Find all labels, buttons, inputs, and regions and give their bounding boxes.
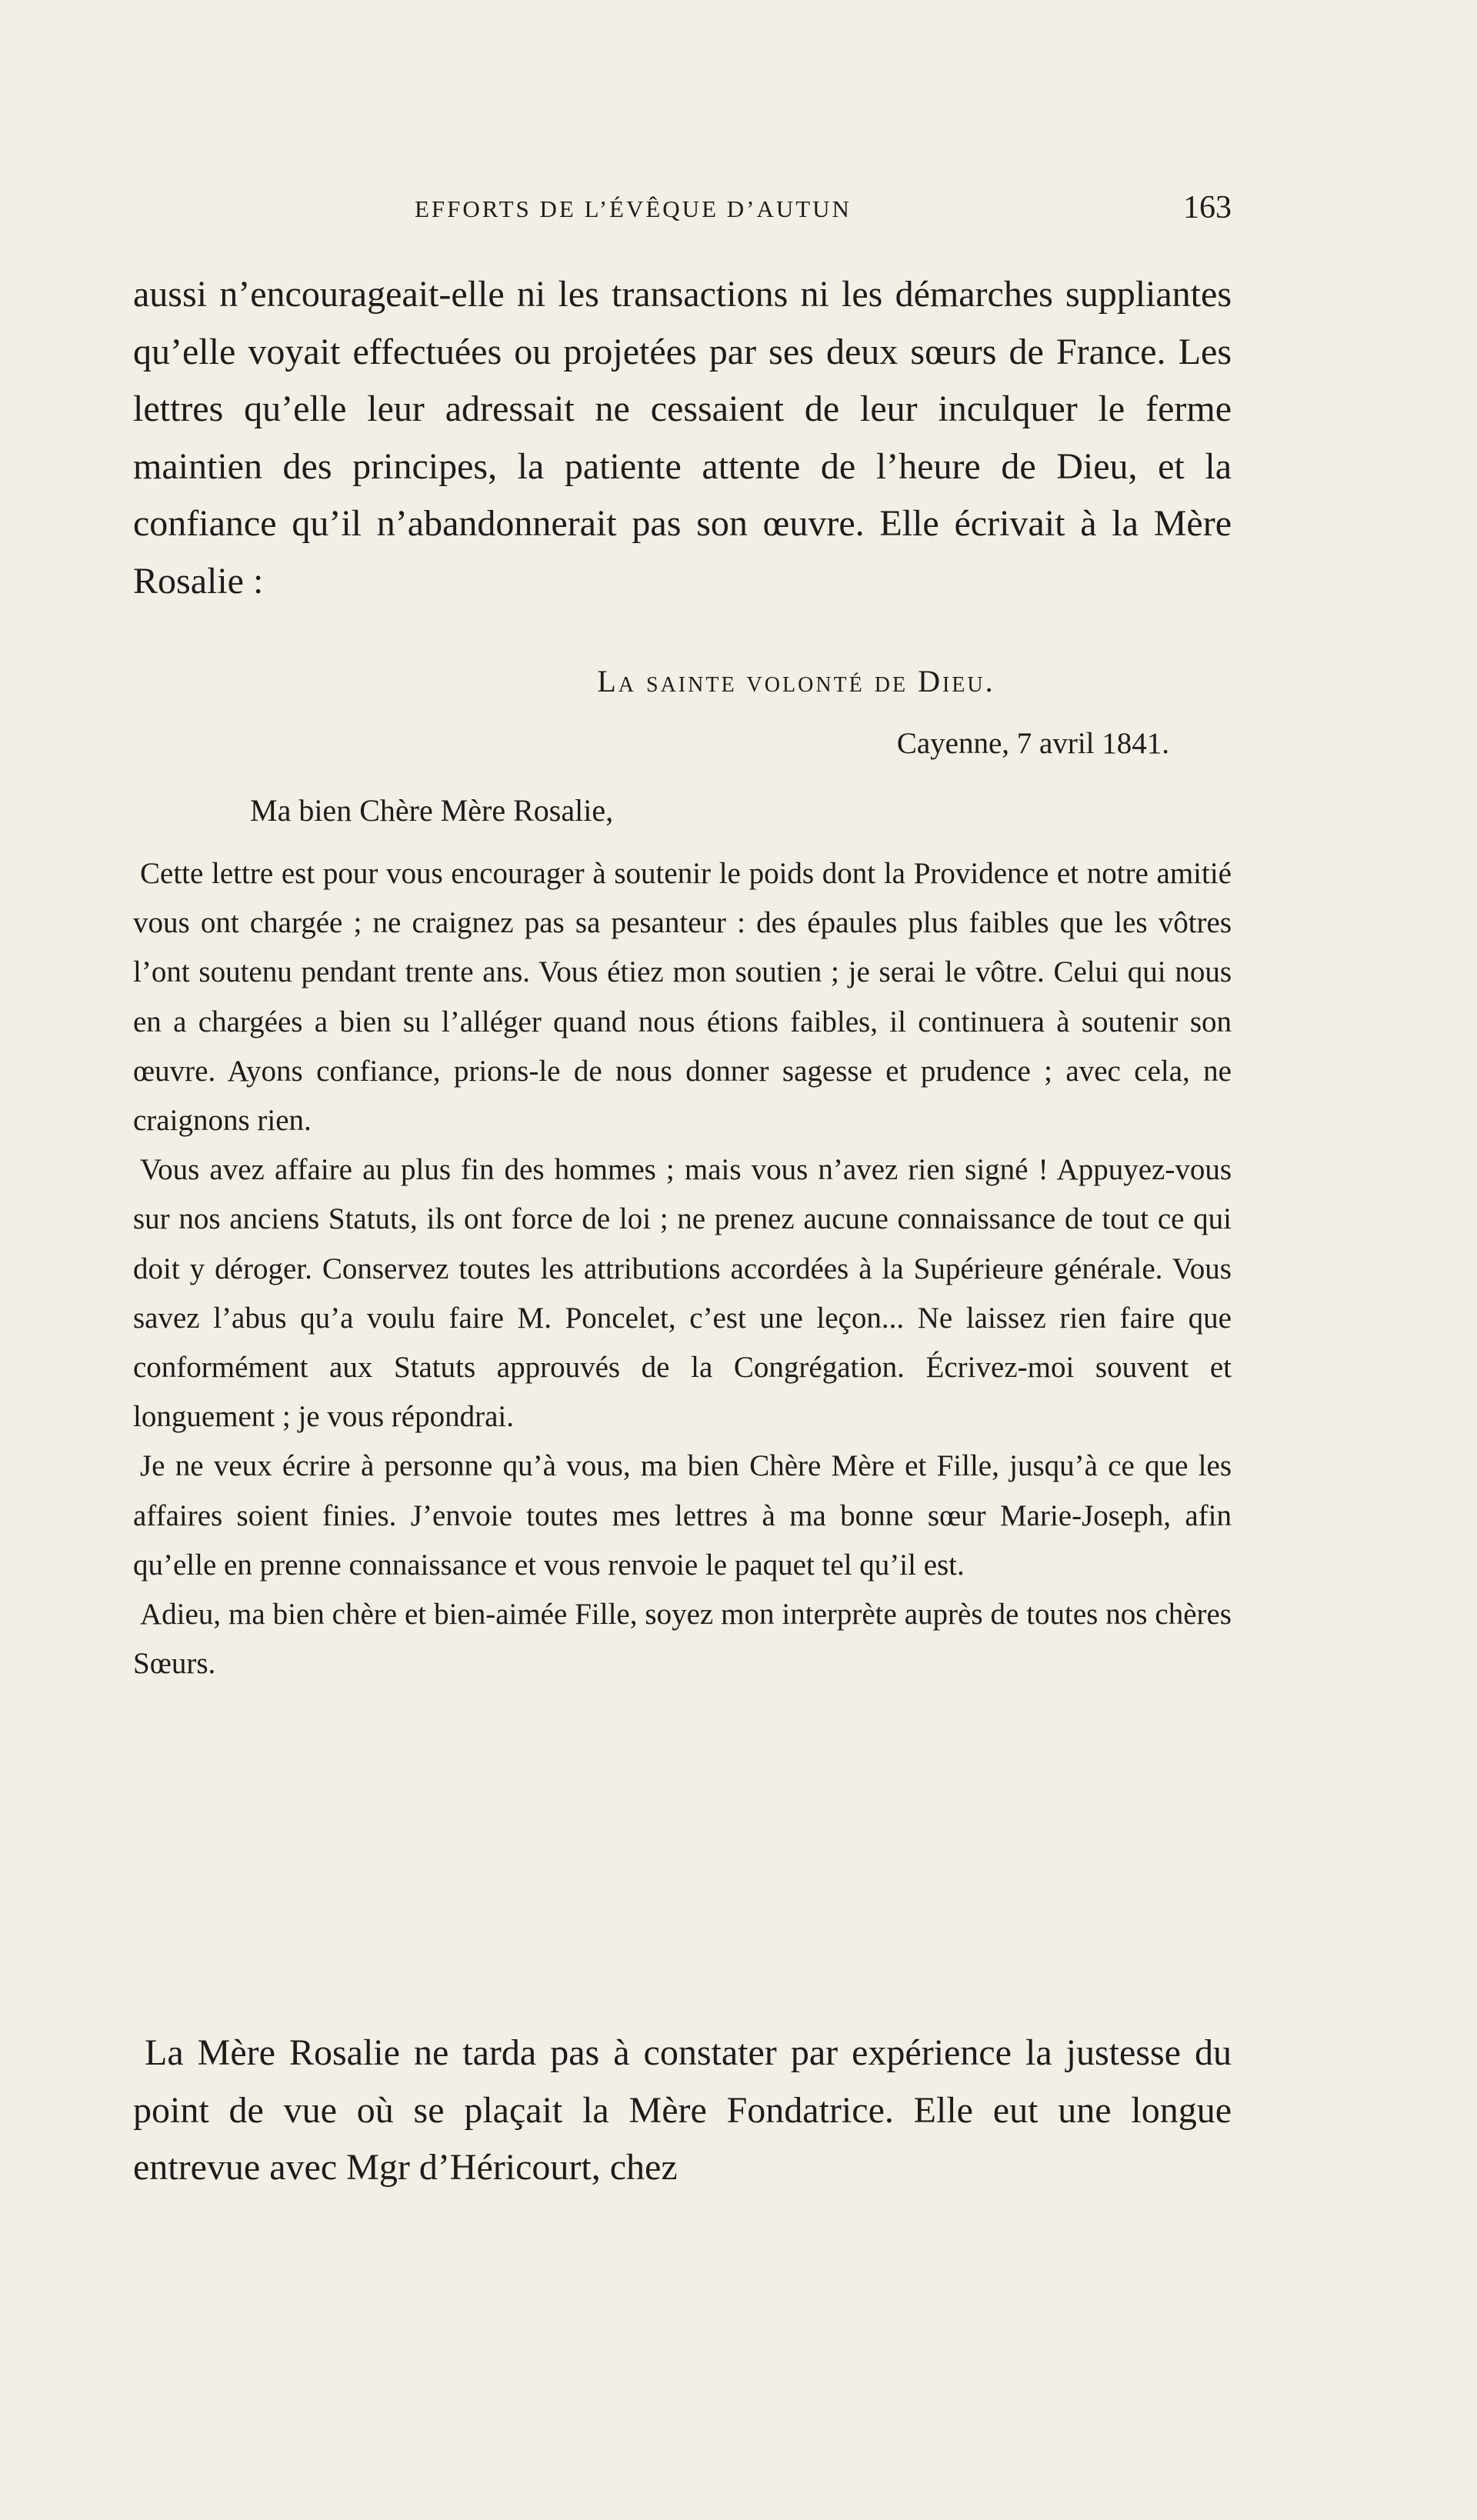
intro-text: aussi n’encourageait-elle ni les transactions ni les démarches suppliantes qu’elle voyait effectuées ou projetées par ses deux sœurs de France. Les lettres qu’elle leur adressait ne cessaient de leur inculquer le ferme maintien des principes, la patiente attente de l’heure de Dieu, et la confiance qu’il n’abandonnerait pas son œuvre. Elle écrivait à la Mère Rosalie : — [133, 274, 1232, 602]
letter-paragraph: Je ne veux écrire à personne qu’à vous, ma bien Chère Mère et Fille, jusqu’à ce que les affaires soient finies. J’envoie toutes mes lettres à ma bonne sœur Marie-Joseph, afin qu’elle en prenne connaissance et vous renvoie le paquet tel qu’il est. — [133, 1449, 1232, 1582]
letter-heading — [0, 663, 1477, 699]
letter-heading-text: La sainte volonté de Dieu. — [597, 664, 995, 698]
letter-salutation: Ma bien Chère Mère Rosalie, — [250, 793, 614, 828]
closing-paragraph — [133, 2025, 1232, 2197]
intro-paragraph — [133, 266, 1232, 610]
letter-paragraph: Cette lettre est pour vous encourager à soutenir le poids dont la Providence et notre amitié vous ont chargée ; ne craignez pas sa pesanteur : des épaules plus faibles que les vôtres l’ont soutenu pendant trente ans. Vous étiez mon soutien ; je serai le vôtre. Celui qui nous en a chargées a bien su l’alléger quand nous étions faibles, il continuera à soutenir son œuvre. Ayons confiance, prions-le de nous donner sagesse et prudence ; avec cela, ne craignons rien. — [133, 857, 1232, 1138]
closing-text: La Mère Rosalie ne tarda pas à constater par expérience la justesse du point de vue où se plaçait la Mère Fondatrice. Elle eut une longue entrevue avec Mgr d’Héricourt, chez — [133, 2032, 1232, 2188]
letter-body — [133, 849, 1232, 1688]
letter-date: Cayenne, 7 avril 1841. — [896, 727, 1169, 760]
running-head: EFFORTS DE L’ÉVÊQUE D’AUTUN — [415, 195, 852, 222]
letter-paragraph: Vous avez affaire au plus fin des hommes ; mais vous n’avez rien signé ! Appuyez-vous sur nos anciens Statuts, ils ont force de loi ; ne prenez aucune connaissance de tout ce qui doit y déroger. Conservez toutes les attributions accordées à la Supérieure générale. Vous savez l’abus qu’a voulu faire M. Poncelet, c’est une leçon... Ne laissez rien faire que conformément aux Statuts approuvés de la Congrégation. Écrivez-moi souvent et longuement ; je vous répondrai. — [133, 1153, 1232, 1434]
page-number: 163 — [1183, 190, 1232, 225]
page-header — [133, 189, 1232, 235]
letter-paragraph: Adieu, ma bien chère et bien-aimée Fille, soyez mon interprète auprès de toutes nos chères Sœurs. — [133, 1598, 1232, 1681]
